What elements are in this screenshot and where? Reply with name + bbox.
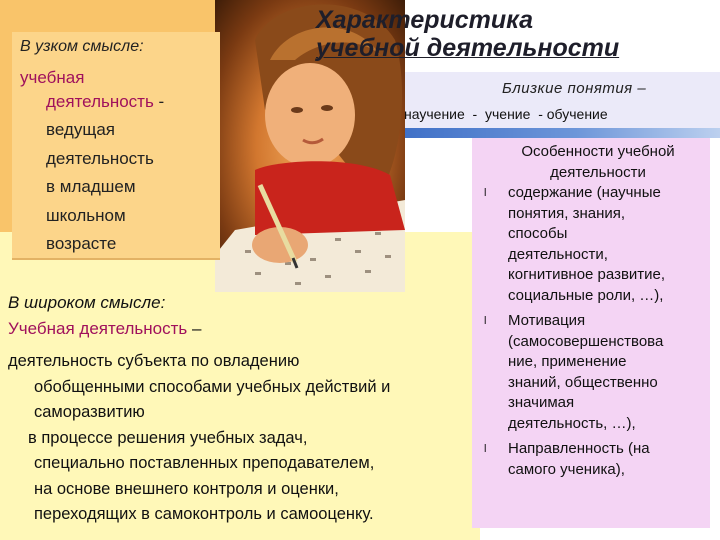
broad-line: деятельность субъекта по овладению [8, 352, 300, 370]
page-title [316, 6, 619, 62]
narrow-sense-heading: В узком смысле: [20, 38, 144, 55]
narrow-term-line-2-wrap [20, 90, 220, 114]
related-concepts-list: научение - учение - обучение [404, 106, 608, 122]
features-list [480, 142, 706, 480]
narrow-desc-line: в младшем [46, 177, 136, 196]
broad-line: специально поставленных преподавателем, [34, 454, 375, 472]
broad-sense-definition [8, 349, 390, 528]
narrow-desc-line: возрасте [46, 234, 117, 253]
broad-line: обобщенными способами учебных действий и [34, 377, 391, 396]
feature-item-content [480, 183, 706, 306]
feature-item-motivation [480, 311, 706, 434]
narrow-term-dash: - [153, 92, 165, 111]
feature-line: ние, применение [508, 353, 627, 370]
narrow-desc-line: ведущая [46, 120, 115, 139]
feature-line: содержание (научные [508, 184, 661, 201]
features-heading-line-1: Особенности учебной [521, 143, 675, 160]
broad-line: в процессе решения учебных задач, [28, 428, 308, 447]
bullet-icon: l [484, 443, 487, 455]
feature-line: (самосовершенствова [508, 332, 664, 350]
feature-line: когнитивное развитие, [508, 266, 666, 283]
title-line-1: Характеристика [316, 6, 534, 34]
feature-line: социальные роли, …), [508, 286, 664, 304]
feature-line: Мотивация [508, 312, 586, 329]
narrow-term-line-2: деятельность [46, 92, 154, 111]
related-concepts-heading: Близкие понятия – [502, 80, 647, 97]
feature-line: понятия, знания, [508, 204, 626, 222]
bullet-icon: l [484, 315, 487, 327]
feature-line: деятельности, [508, 245, 608, 263]
narrow-sense-description [46, 116, 226, 259]
feature-line: деятельность, …), [508, 414, 636, 432]
narrow-sense-term [20, 66, 220, 114]
broad-term-dash: – [187, 319, 202, 338]
narrow-desc-line: школьном [46, 205, 126, 225]
feature-line: способы [508, 225, 568, 242]
narrow-sense-box [12, 32, 220, 260]
broad-sense-heading: В широком смысле: [8, 293, 166, 312]
feature-line: Направленность (на [508, 440, 650, 457]
broad-sense-term-wrap [8, 319, 201, 339]
decorative-blue-bar [400, 128, 720, 138]
narrow-term-line-1: учебная [20, 68, 85, 87]
feature-line: самого ученика), [508, 460, 625, 478]
feature-item-orientation [480, 439, 706, 480]
title-line-2: учебной деятельности [316, 34, 620, 62]
feature-line: значимая [508, 394, 575, 411]
narrow-desc-line: деятельность [46, 148, 154, 168]
broad-line: на основе внешнего контроля и оценки, [34, 479, 339, 498]
feature-line: знаний, общественно [508, 373, 658, 391]
bullet-icon: l [484, 187, 487, 199]
broad-line: саморазвитию [34, 403, 145, 421]
features-heading [480, 142, 706, 183]
broad-line: переходящих в самоконтроль и самооценку. [34, 505, 374, 523]
broad-sense-term: Учебная деятельность [8, 319, 188, 338]
features-heading-line-2: деятельности [550, 163, 646, 181]
